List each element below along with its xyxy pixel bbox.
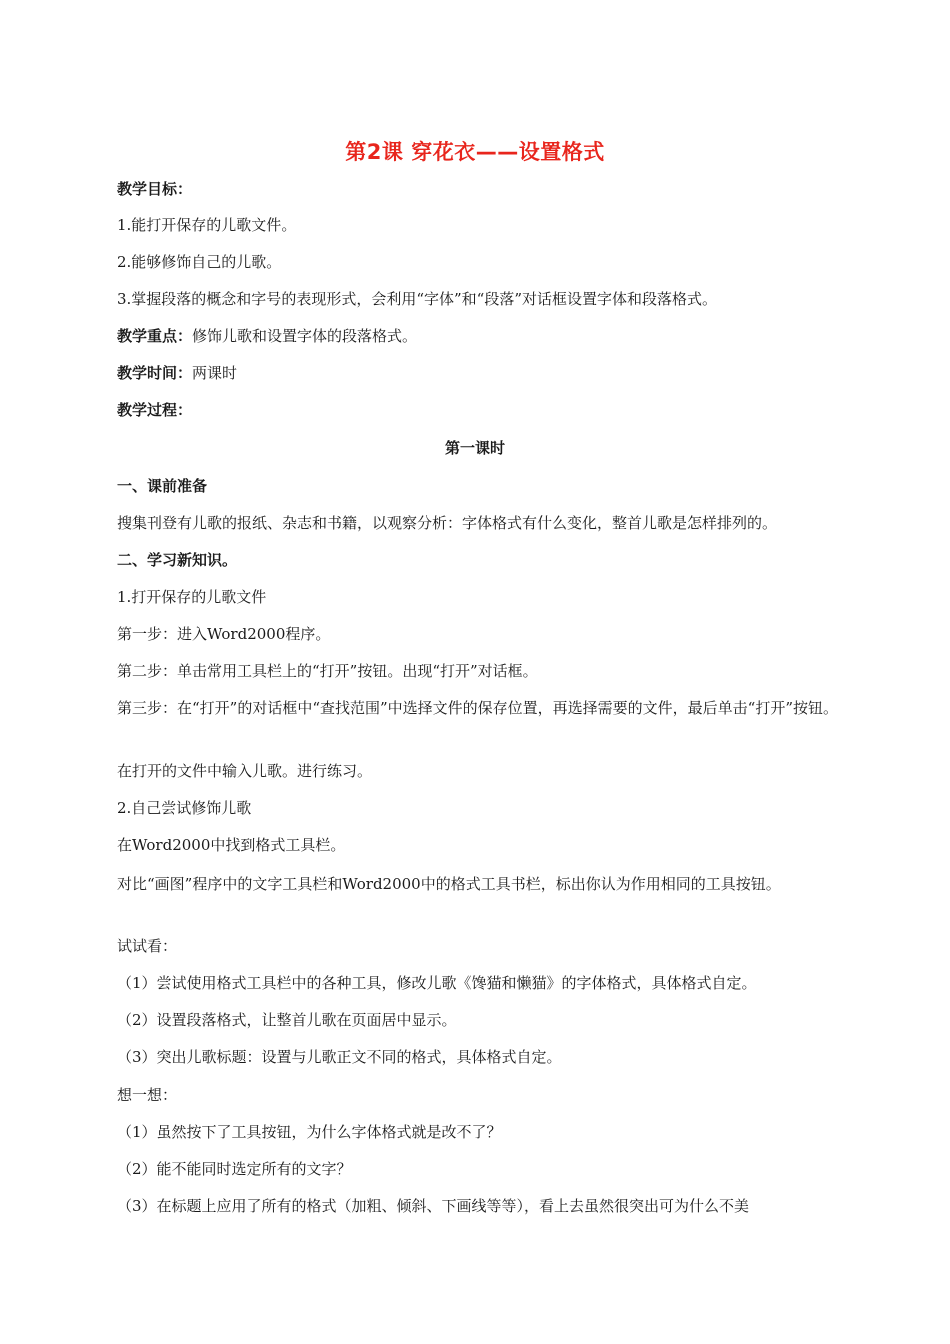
try-3: （3）突出儿歌标题：设置与儿歌正文不同的格式，具体格式自定。 (117, 1048, 562, 1066)
try-1: （1）尝试使用格式工具栏中的各种工具，修改儿歌《馋猫和懒猫》的字体格式，具体格式自定。 (117, 974, 757, 992)
objective-1: 1.能打开保存的儿歌文件。 (117, 216, 297, 234)
keypoint-label: 教学重点： (117, 327, 193, 345)
keypoint-line (117, 327, 843, 345)
objective-3: 3.掌握段落的概念和字号的表现形式，会利用“字体”和“段落”对话框设置字体和段落格式。 (117, 290, 717, 308)
step-2: 第二步：单击常用工具栏上的“打开”按钮。出现“打开”对话框。 (117, 662, 538, 680)
step-3: 第三步：在“打开”的对话框中“查找范围”中选择文件的保存位置，再选择需要的文件，最后单击“打开”按钮。 (117, 699, 839, 717)
section-1-heading: 一、课前准备 (117, 477, 208, 495)
try-2: （2）设置段落格式，让整首儿歌在页面居中显示。 (117, 1011, 457, 1029)
step-1: 第一步：进入Word2000程序。 (117, 625, 331, 643)
keypoint-text: 修饰儿歌和设置字体的段落格式。 (192, 327, 418, 345)
objectives-heading: 教学目标： (117, 180, 193, 198)
think-heading: 想一想： (117, 1086, 178, 1104)
think-1: （1）虽然按下了工具按钮，为什么字体格式就是改不了？ (117, 1123, 502, 1141)
lesson-heading: 第一课时 (444, 439, 505, 457)
objective-2: 2.能够修饰自己的儿歌。 (117, 253, 282, 271)
think-2: （2）能不能同时选定所有的文字？ (117, 1160, 352, 1178)
document-title: 第2课 穿花衣——设置格式 (345, 140, 605, 164)
item-2: 2.自己尝试修饰儿歌 (117, 799, 252, 817)
practice: 在打开的文件中输入儿歌。进行练习。 (117, 762, 373, 780)
try-heading: 试试看： (117, 937, 178, 955)
time-text: 两课时 (192, 364, 238, 382)
time-label: 教学时间： (117, 364, 193, 382)
section-1-text: 搜集刊登有儿歌的报纸、杂志和书籍，以观察分析：字体格式有什么变化，整首儿歌是怎样排列的。 (117, 514, 778, 532)
item-1: 1.打开保存的儿歌文件 (117, 588, 267, 606)
compare-text: 对比“画图”程序中的文字工具栏和Word2000中的格式工具书栏，标出你认为作用相同的工具按钮。 (117, 875, 781, 893)
find-toolbar: 在Word2000中找到格式工具栏。 (117, 836, 346, 854)
time-line (117, 364, 843, 382)
process-heading: 教学过程： (117, 401, 193, 419)
think-3: （3）在标题上应用了所有的格式（加粗、倾斜、下画线等等），看上去虽然很突出可为什么不美 (117, 1197, 750, 1215)
section-2-heading: 二、学习新知识。 (117, 551, 238, 569)
